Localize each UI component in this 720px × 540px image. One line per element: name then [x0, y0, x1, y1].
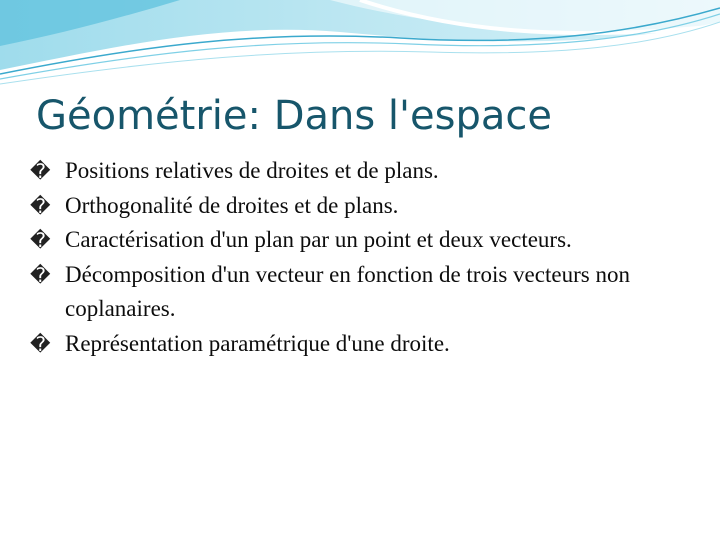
bullet-glyph-icon: �	[30, 262, 51, 287]
bullet-text: Décomposition d'un vecteur en fonction de trois vecteurs non coplanaires.	[65, 261, 630, 321]
header-wave-decoration	[0, 0, 720, 95]
bullet-list	[30, 154, 690, 361]
bullet-item	[30, 189, 690, 224]
bullet-text: Représentation paramétrique d'une droite.	[65, 330, 450, 356]
bullet-glyph-icon: �	[30, 159, 51, 183]
bullet-text: Orthogonalité de droites et de plans.	[65, 192, 399, 218]
bullet-glyph-icon: �	[30, 331, 51, 356]
slide-title: Géométrie: Dans l'espace	[36, 93, 552, 139]
bullet-glyph-icon: �	[30, 193, 51, 218]
bullet-item	[30, 154, 690, 189]
bullet-item	[30, 327, 690, 362]
bullet-text: Positions relatives de droites et de plans.	[65, 158, 439, 183]
bullet-item	[30, 258, 690, 327]
bullet-glyph-icon: �	[30, 228, 51, 252]
bullet-item	[30, 223, 690, 258]
bullet-text: Caractérisation d'un plan par un point et deux vecteurs.	[65, 227, 572, 252]
